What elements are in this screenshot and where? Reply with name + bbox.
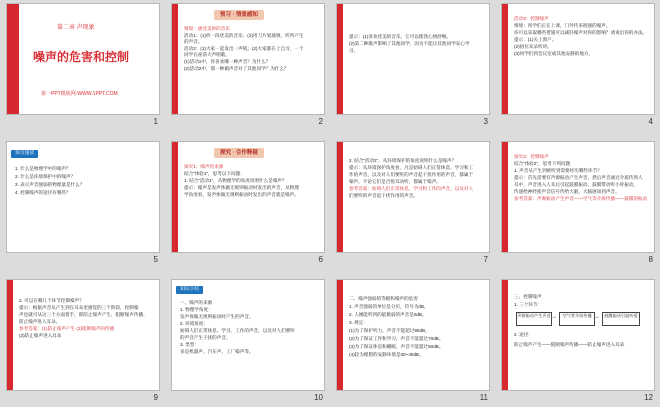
red-sidebar (337, 142, 343, 252)
slide-thumbnail-7[interactable] (336, 141, 490, 267)
text-line: 传递给神经使声音信号传给大脑，大脑感知到声音。 (514, 189, 620, 194)
slide-number: 4 (648, 117, 653, 126)
text-line: 情境：感受美妙的音乐 (184, 26, 230, 31)
slide-2[interactable] (171, 3, 325, 115)
text-line: 发声体做无规则振动时产生的声音。 (180, 314, 254, 319)
text-line: 一、噪声的来源 (180, 300, 213, 305)
text-line: (4)较为理想的安静环境是30~40dB。 (349, 352, 424, 357)
flow-box: 声源振动产生声音 (516, 312, 552, 326)
text-line: 结合“体验2”，思考下列问题 (514, 161, 571, 166)
red-sidebar (337, 280, 343, 390)
text-line: 2. 可以在哪几个环节控制噪声？ (19, 298, 84, 303)
text-line: 你可以采取哪些措施可以减轻噪声对你的影响？请说出你的办法。 (514, 30, 648, 35)
text-line: 噪声，不论它们是否悦耳动听，都属于噪声。 (349, 179, 441, 184)
text-line: 防止噪声进入耳朵。 (19, 319, 61, 324)
slide-thumbnail-4[interactable] (501, 3, 655, 129)
text-line: 2. 人刚能听到的最微弱的声音是0dB。 (349, 312, 427, 317)
text-line: 防止噪声产生——阻断噪声传播——防止噪声进入耳朵 (514, 342, 625, 347)
text-line: 活动1：(1)听一段优美的音乐；(2)用刀片划玻璃，听所产生 (184, 33, 304, 38)
slide-1[interactable] (6, 3, 160, 115)
slide-6[interactable] (171, 141, 325, 253)
text-line: 情境：同学们正在上课，门外传来很强的噪声。 (514, 23, 611, 28)
slide-4[interactable] (501, 3, 655, 115)
text-line: 1. 声音从产生到被听到需要经历哪些环节？ (514, 168, 602, 173)
text-line: 声也就可从这三个方面着手，即防止噪声产生、阻断噪声传播、 (19, 312, 148, 317)
red-sidebar (7, 4, 19, 114)
text-line: 的声音产生干扰的声音。 (180, 335, 231, 340)
slide-grid (6, 3, 654, 403)
slide-8[interactable] (501, 141, 655, 253)
text-line: (3)同学们到会议室或其他安静的地方。 (514, 51, 594, 56)
text-line: 习。 (349, 48, 359, 53)
section-banner: 探究 · 合作释疑 (214, 148, 264, 158)
red-sidebar (172, 142, 178, 252)
text-line: 参考答案：(1)防止噪声产生 (2)阻断噪声的传播 (19, 326, 115, 331)
text-line: 提示：(1)关上窗户。 (514, 37, 557, 42)
slide-3[interactable] (336, 3, 490, 115)
text-line: (3)为了保证休息和睡眠，声音不能超过50dB。 (349, 344, 444, 349)
section-label: 知识小结 (176, 286, 203, 294)
text-line: 同学在座前大声唱歌。 (184, 52, 230, 57)
slide-number: 9 (153, 393, 158, 402)
slide-thumbnail-12[interactable] (501, 279, 655, 405)
text-line: 活动2：(1)大家一起发出一声吼；(2)大家都在上自习，一个 (184, 46, 304, 51)
section-label: 预习速读 (11, 150, 38, 158)
text-line: 1. 三个环节： (514, 302, 543, 307)
slide-thumbnail-3[interactable] (336, 3, 490, 129)
text-line: 1. 物理学角度： (180, 307, 213, 312)
red-sidebar (502, 142, 508, 252)
text-line: 2. 什么是环境保护中的噪声？ (15, 174, 76, 179)
text-line: 1. 声音强弱的单位是分贝，符号为dB。 (349, 304, 429, 309)
text-line: (2)第二种歌声影响了其他同学，因为不能让其他同学安心学 (349, 41, 470, 46)
text-line: 作的声音，以及对人们要听的声音起干扰作用的声音，都属于 (349, 172, 474, 177)
slide-9[interactable] (6, 279, 160, 391)
text-line: 4. 控制噪声的途径有哪些？ (15, 190, 71, 195)
text-line: 二、噪声强弱的等级和噪声的危害 (349, 296, 418, 301)
slide-thumbnail-9[interactable] (6, 279, 160, 405)
text-line: 学角度看，发声体做无规则振动时发出的声音就是噪声。 (184, 192, 299, 197)
slide-7[interactable] (336, 141, 490, 253)
text-line: 结合“体验1”，思考以下问题： (184, 171, 245, 176)
text-line: (1)为了保护听力，声音不能超过90dB。 (349, 328, 430, 333)
slide-12[interactable] (501, 279, 655, 391)
arrow-right-icon: → (551, 314, 557, 320)
red-sidebar (502, 280, 508, 390)
text-line: 提示：噪声是发声体做无规则振动时发出的声音，从物理 (184, 185, 299, 190)
text-line: 提示：(1)喜欢优美的音乐，它可以使我心情舒畅。 (349, 34, 452, 39)
slide-5[interactable] (6, 141, 160, 253)
slide-number: 1 (153, 117, 158, 126)
slide-number: 12 (644, 393, 653, 402)
chapter-label: 第二章 声现象 (57, 25, 95, 31)
text-line: 活动3：控制噪声 (514, 16, 549, 21)
text-line: 参考答案：妨碍人们正常休息、学习和工作的声音，以及对人 (349, 186, 474, 191)
text-line: 3. 规定： (349, 320, 368, 325)
text-line: 1. 结合“活动1”，从物理学的角度说明什么是噪声？ (184, 178, 287, 183)
text-line: 2. 途径： (514, 332, 533, 337)
slide-11[interactable] (336, 279, 490, 391)
text-line: 参考答案：声源振动产生声音——空气等介质传播——鼓膜的振动 (514, 196, 648, 201)
slide-number: 3 (483, 117, 488, 126)
text-line: 提示：首先需要有声源振动产生声音，然后声音通过介质传到人 (514, 175, 643, 180)
slide-number: 10 (314, 393, 323, 402)
slide-thumbnail-11[interactable] (336, 279, 490, 405)
text-line: 1. 什么是物理学中的噪声？ (15, 166, 71, 171)
slide-thumbnail-10[interactable] (171, 279, 325, 405)
text-line: 妨碍人们正常休息、学习、工作的声音，以及对人们要听 (180, 328, 295, 333)
text-line: (3)防止噪声进入耳朵 (19, 333, 62, 338)
red-sidebar (337, 4, 343, 114)
text-line: 们要听的声音起干扰作用的声音。 (349, 193, 418, 198)
text-line: 三、控制噪声 (514, 294, 542, 299)
slide-thumbnail-1[interactable] (6, 3, 160, 129)
red-sidebar (502, 4, 508, 114)
text-line: 3. 表示声音强弱的物理量是什么？ (15, 182, 85, 187)
flow-box: 空气等介质传播 (559, 312, 595, 326)
text-line: 探究1：噪声的来源 (184, 164, 224, 169)
slide-thumbnail-2[interactable] (171, 3, 325, 129)
slide-number: 11 (479, 393, 488, 402)
site-label: 第一PPT模板网-WWW.1PPT.COM (41, 91, 118, 97)
slide-number: 5 (153, 255, 158, 264)
text-line: (1)活动1中，你喜欢哪一种声音？为什么？ (184, 59, 271, 64)
text-line: (2)为了保证工作和学习，声音不能超过70dB。 (349, 336, 444, 341)
text-line: 探究2：控制噪声 (514, 154, 549, 159)
text-line: (2)捂住耳朵听讲。 (514, 44, 552, 49)
text-line: 2. 环境角度： (180, 321, 209, 326)
arrow-right-icon: → (594, 314, 600, 320)
text-line: 2. 结合“活动2”，从环境保护的角度说明什么是噪声？ (349, 158, 457, 163)
slide-number: 2 (318, 117, 323, 126)
slide-number: 7 (483, 255, 488, 264)
slide-10[interactable] (171, 279, 325, 391)
flow-box: 鼓膜振动引起听觉 (602, 312, 640, 326)
slide-thumbnail-8[interactable] (501, 141, 655, 267)
section-banner: 预习 · 情景感知 (214, 10, 264, 20)
text-line: 提示：从环境保护角度看，凡是妨碍人们正常休息、学习和工 (349, 165, 474, 170)
text-line: 多是机器声、汽车声、工厂噪声等。 (180, 349, 254, 354)
slide-title: 噪声的危害和控制 (33, 50, 130, 64)
text-line: (2)活动2中，那一种做声音对了其他同学？为什么？ (184, 66, 289, 71)
text-line: 耳中，声音进入人耳后引起鼓膜振动，鼓膜带动听小骨振动， (514, 182, 639, 187)
red-sidebar (172, 4, 178, 114)
slide-number: 6 (318, 255, 323, 264)
text-line: 的声音。 (184, 39, 203, 44)
text-line: 提示：根据声音从产生到在耳朵里感觉的三个阶段，控制噪 (19, 305, 139, 310)
slide-thumbnail-6[interactable] (171, 141, 325, 267)
red-sidebar (7, 280, 13, 390)
text-line: 3. 类型： (180, 342, 199, 347)
slide-thumbnail-5[interactable] (6, 141, 160, 267)
slide-number: 8 (648, 255, 653, 264)
